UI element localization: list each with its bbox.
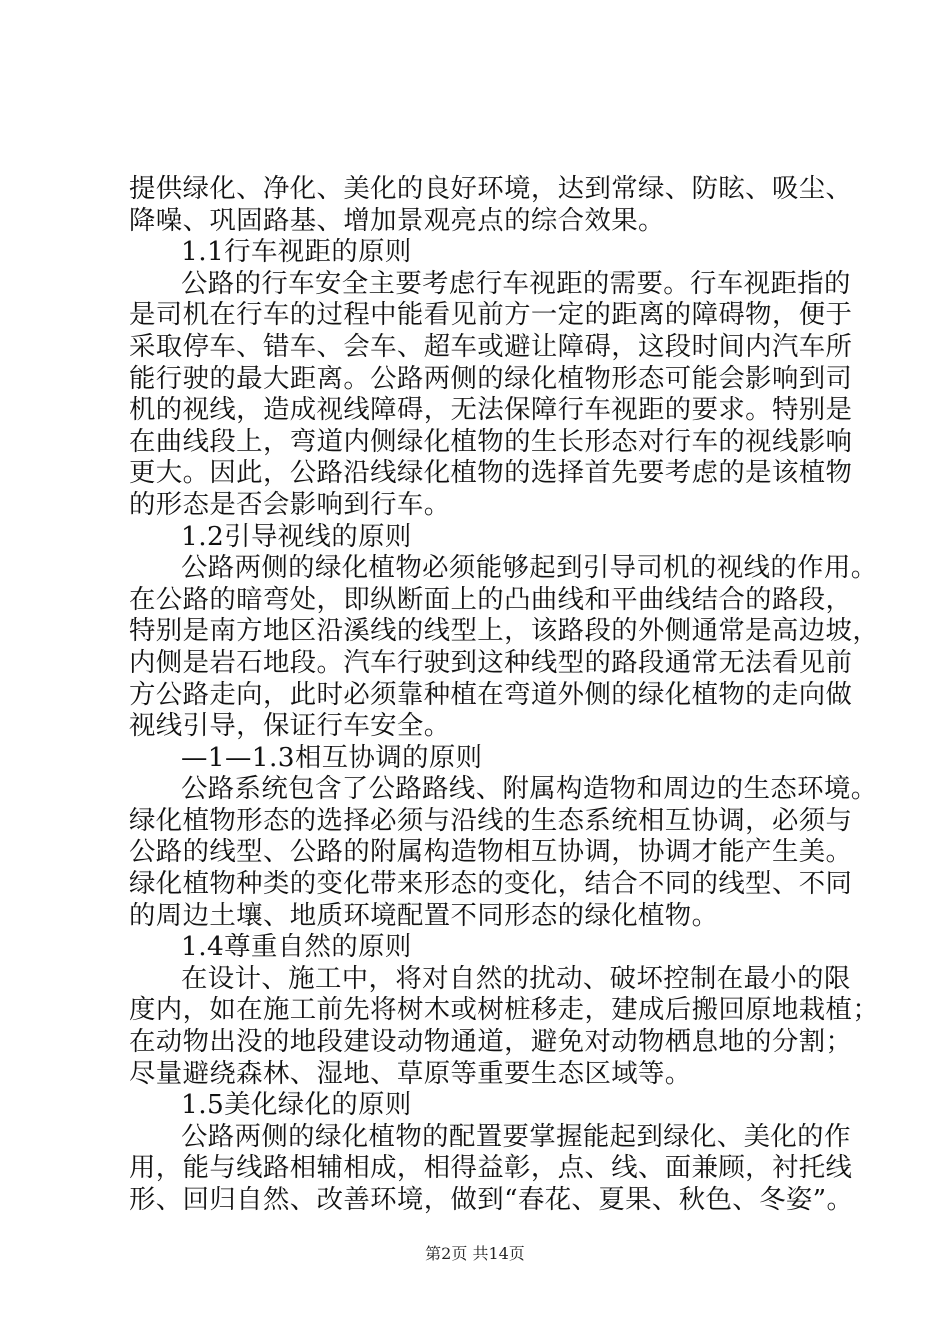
paragraph-line: 视线引导，保证行车安全。 (129, 710, 451, 742)
paragraph-line: 在公路的暗弯处，即纵断面上的凸曲线和平曲线结合的路段， (129, 583, 853, 615)
paragraph-line: 在动物出没的地段建设动物通道，避免对动物栖息地的分割； (129, 1026, 853, 1058)
section-heading-1-5: 1.5美化绿化的原则 (181, 1089, 412, 1121)
paragraph-line: 的周边土壤、地质环境配置不同形态的绿化植物。 (129, 899, 719, 931)
paragraph-line: 公路的行车安全主要考虑行车视距的需要。行车视距指的 (181, 267, 851, 299)
paragraph-line: 更大。因此，公路沿线绿化植物的选择首先要考虑的是该植物 (129, 457, 853, 489)
paragraph-line: 是司机在行车的过程中能看见前方一定的距离的障碍物，便于 (129, 299, 853, 331)
section-heading-1-4: 1.4尊重自然的原则 (181, 931, 412, 963)
paragraph-line: 提供绿化、净化、美化的良好环境，达到常绿、防眩、吸尘、 (129, 173, 853, 204)
paragraph-line: 公路两侧的绿化植物必须能够起到引导司机的视线的作用。 (181, 552, 878, 584)
paragraph-line: 公路系统包含了公路路线、附属构造物和周边的生态环境。 (181, 773, 878, 805)
paragraph-line: 降噪、巩固路基、增加景观亮点的综合效果。 (129, 204, 665, 236)
paragraph-line: 能行驶的最大距离。公路两侧的绿化植物形态可能会影响到司 (129, 362, 853, 394)
section-heading-1-3: —1—1.3相互协调的原则 (181, 741, 483, 773)
paragraph-line: 采取停车、错车、会车、超车或避让障碍，这段时间内汽车所 (129, 330, 853, 362)
section-heading-1-2: 1.2引导视线的原则 (181, 520, 412, 552)
paragraph-line: 方公路走向，此时必须靠种植在弯道外侧的绿化植物的走向做 (129, 678, 853, 710)
paragraph-line: 在曲线段上，弯道内侧绿化植物的生长形态对行车的视线影响 (129, 425, 853, 457)
paragraph-line: 机的视线，造成视线障碍，无法保障行车视距的要求。特别是 (129, 394, 853, 426)
paragraph-line: 用，能与线路相辅相成，相得益彰，点、线、面兼顾，衬托线 (129, 1152, 853, 1184)
paragraph-line: 度内，如在施工前先将树木或树桩移走，建成后搬回原地栽植； (129, 994, 880, 1026)
section-heading-1-1: 1.1行车视距的原则 (181, 236, 412, 268)
paragraph-line: 公路的线型、公路的附属构造物相互协调，协调才能产生美。 (129, 836, 853, 868)
paragraph-line: 绿化植物种类的变化带来形态的变化，结合不同的线型、不同 (129, 868, 853, 900)
paragraph-line: 绿化植物形态的选择必须与沿线的生态系统相互协调，必须与 (129, 804, 853, 836)
paragraph-line: 内侧是岩石地段。汽车行驶到这种线型的路段通常无法看见前 (129, 646, 853, 678)
paragraph-line: 形、回归自然、改善环境，做到“春花、夏果、秋色、冬姿”。 (129, 1184, 854, 1215)
paragraph-line: 公路两侧的绿化植物的配置要掌握能起到绿化、美化的作 (181, 1120, 851, 1152)
paragraph-line: 的形态是否会影响到行车。 (129, 488, 451, 520)
document-body (129, 173, 880, 1216)
paragraph-line: 尽量避绕森林、湿地、草原等重要生态区域等。 (129, 1057, 692, 1089)
paragraph-line: 在设计、施工中，将对自然的扰动、破坏控制在最小的限 (181, 962, 851, 994)
page-number-footer: 第2页 共14页 (425, 1244, 525, 1263)
paragraph-line: 特别是南方地区沿溪线的线型上，该路段的外侧通常是高边坡， (129, 615, 880, 647)
